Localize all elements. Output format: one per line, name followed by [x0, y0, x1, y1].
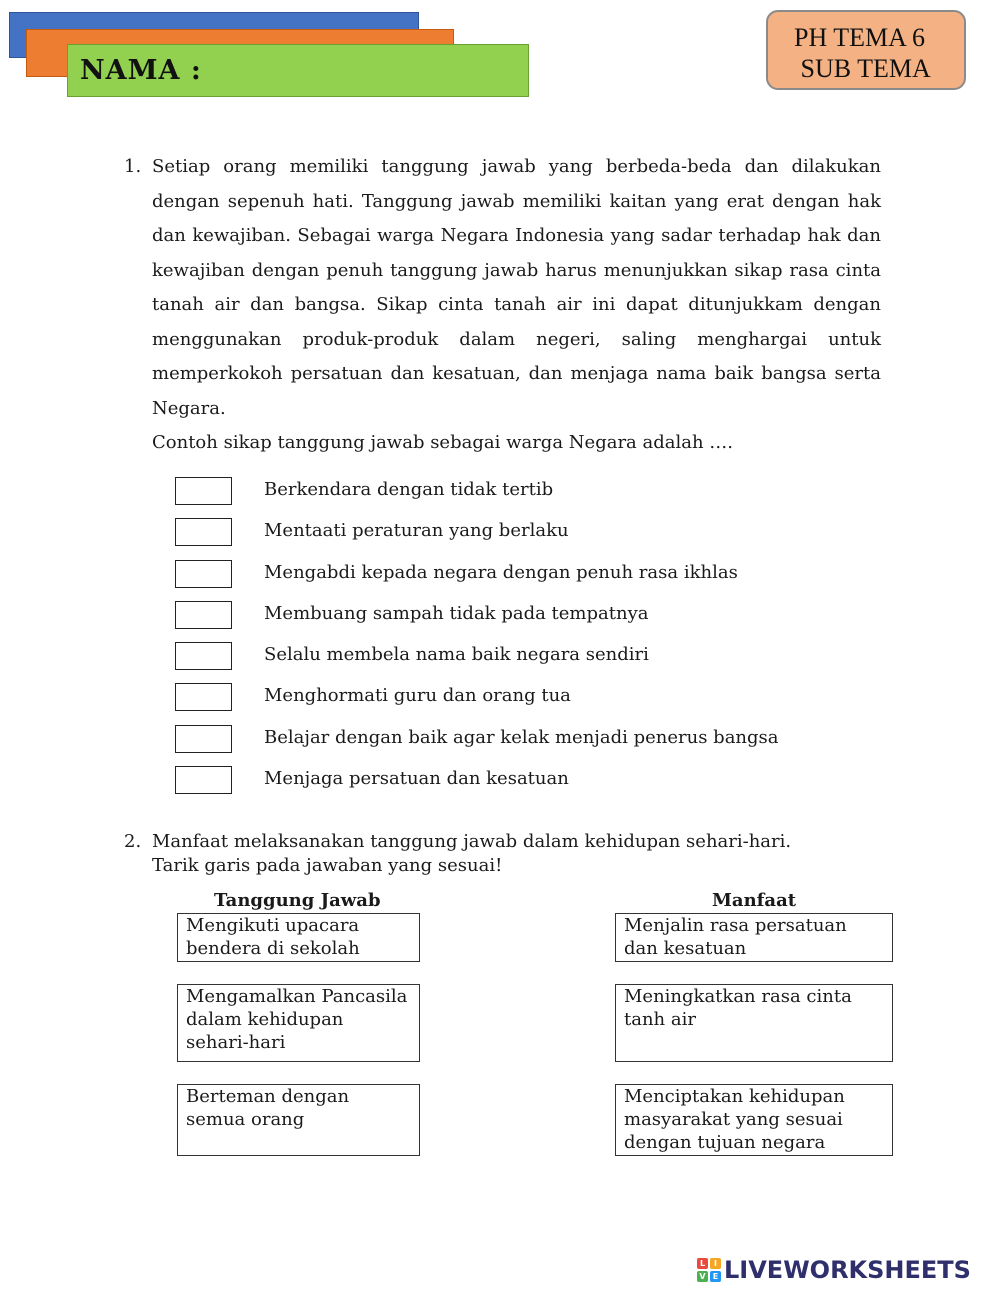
- answer-checkbox[interactable]: [175, 477, 232, 505]
- option-label: Mengabdi kepada negara dengan penuh rasa ikhlas: [264, 561, 738, 583]
- option-label: Selalu membela nama baik negara sendiri: [264, 644, 649, 666]
- right-column-header: Manfaat: [712, 890, 797, 911]
- question-1: [124, 150, 881, 461]
- option-label: Menjaga persatuan dan kesatuan: [264, 768, 569, 790]
- option-item: [175, 765, 875, 806]
- liveworksheets-logo-text: LIVEWORKSHEETS: [724, 1256, 971, 1284]
- question-2-instruction: Tarik garis pada jawaban yang sesuai!: [152, 855, 503, 876]
- answer-checkbox[interactable]: [175, 725, 232, 753]
- question-2: [124, 830, 884, 878]
- match-left-item[interactable]: Mengikuti upacara bendera di sekolah: [177, 913, 420, 962]
- option-item: [175, 724, 875, 765]
- option-label: Menghormati guru dan orang tua: [264, 685, 571, 707]
- liveworksheets-logo: [697, 1257, 971, 1283]
- match-left-item[interactable]: Berteman dengan semua orang: [177, 1084, 420, 1156]
- theme-box: [766, 10, 966, 90]
- logo-square: I: [710, 1258, 721, 1269]
- option-item: [175, 517, 875, 558]
- question-1-text: Setiap orang memiliki tanggung jawab yang berbeda-beda dan dilakukan dengan sepenuh hati. Tanggung jawab memiliki kaitan yang erat dengan hak dan kewajiban. Sebagai warga Negara Indonesia yang sadar terhadap hak dan kewajiban dengan penuh tanggung jawab harus menunjukkan sikap rasa cinta tanah air dan bangsa. Sikap cinta tanah air ini dapat ditunjukkam dengan menggunakan produk-produk dalam negeri, saling menghargai untuk memperkokoh persatuan dan kesatuan, dan menjaga nama baik bangsa serta Negara.: [152, 156, 881, 419]
- answer-checkbox[interactable]: [175, 642, 232, 670]
- answer-checkbox[interactable]: [175, 518, 232, 546]
- option-label: Mentaati peraturan yang berlaku: [264, 520, 569, 542]
- option-label: Berkendara dengan tidak tertib: [264, 479, 554, 500]
- answer-checkbox[interactable]: [175, 560, 232, 588]
- answer-checkbox[interactable]: [175, 601, 232, 629]
- option-item: [175, 600, 875, 641]
- match-right-item[interactable]: Meningkatkan rasa cinta tanh air: [615, 984, 893, 1062]
- option-label: Membuang sampah tidak pada tempatnya: [264, 602, 649, 624]
- subtheme-title: SUB TEMA: [794, 54, 931, 83]
- name-label: NAMA :: [80, 55, 202, 86]
- option-item: [175, 682, 875, 723]
- logo-square: V: [697, 1271, 708, 1282]
- answer-checkbox[interactable]: [175, 766, 232, 794]
- left-column-header: Tanggung Jawab: [214, 890, 381, 911]
- question-2-text: Manfaat melaksanakan tanggung jawab dalam kehidupan sehari-hari.: [152, 831, 792, 852]
- option-item: [175, 559, 875, 600]
- option-label: Belajar dengan baik agar kelak menjadi penerus bangsa: [264, 726, 779, 748]
- question-1-options: [175, 476, 875, 806]
- logo-square: E: [710, 1271, 721, 1282]
- theme-title: PH TEMA 6: [794, 23, 925, 52]
- option-item: [175, 476, 875, 517]
- question-1-number: 1.: [124, 156, 142, 177]
- match-left-item[interactable]: Mengamalkan Pancasila dalam kehidupan sehari-hari: [177, 984, 420, 1062]
- answer-checkbox[interactable]: [175, 683, 232, 711]
- match-right-item[interactable]: Menjalin rasa persatuan dan kesatuan: [615, 913, 893, 962]
- liveworksheets-logo-icon: [697, 1258, 721, 1282]
- question-1-prompt: Contoh sikap tanggung jawab sebagai warga Negara adalah ….: [152, 432, 734, 453]
- logo-square: L: [697, 1258, 708, 1269]
- match-right-item[interactable]: Menciptakan kehidupan masyarakat yang sesuai dengan tujuan negara: [615, 1084, 893, 1156]
- name-banner: [67, 44, 529, 97]
- option-item: [175, 641, 875, 682]
- question-2-number: 2.: [124, 831, 142, 852]
